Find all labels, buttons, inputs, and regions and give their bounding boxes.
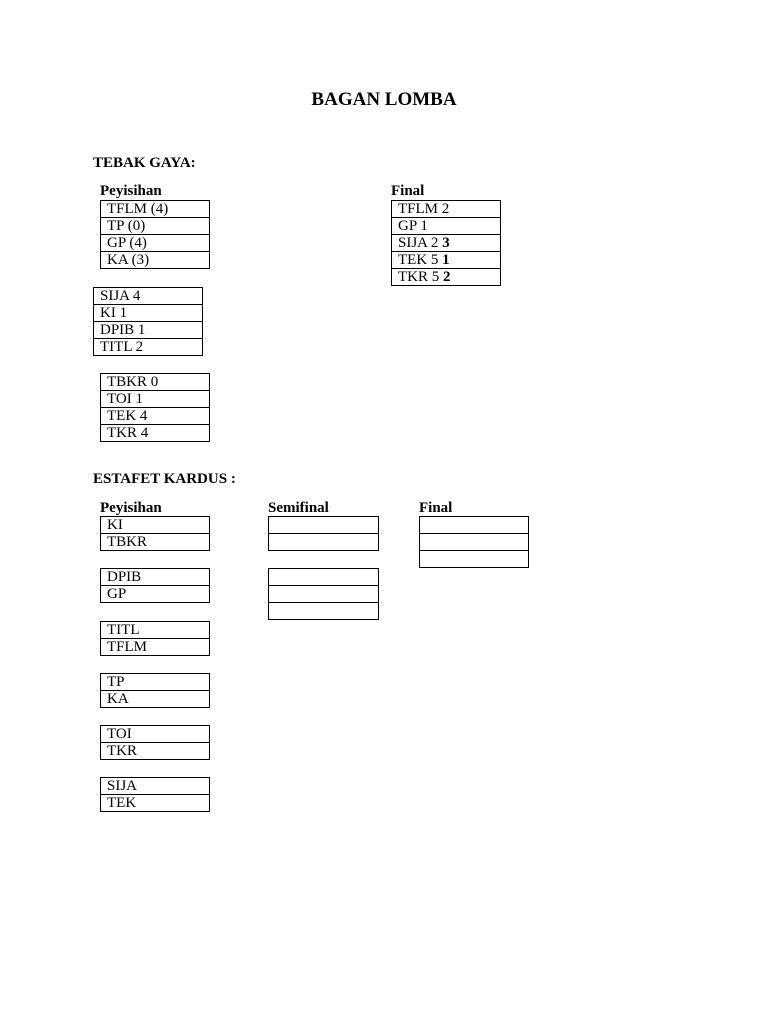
final-extra-score: 2 [443, 269, 451, 285]
team-cell: SIJA [101, 778, 210, 795]
team-cell: TEK [101, 795, 210, 812]
empty-cell [269, 603, 379, 620]
team-cell: TEK 4 [101, 408, 210, 425]
final-team: TEK 5 [398, 252, 439, 268]
estafet-pair-2 [100, 568, 210, 603]
team-cell: TITL [101, 622, 210, 639]
estafet-semifinal-box-2 [268, 568, 379, 620]
empty-cell [269, 534, 379, 551]
estafet-final-box [419, 516, 529, 568]
estafet-semifinal-label: Semifinal [268, 500, 329, 516]
team-cell: TFLM [101, 639, 210, 656]
empty-cell [269, 569, 379, 586]
estafet-final-label: Final [419, 500, 453, 516]
team-cell: GP (4) [101, 235, 210, 252]
final-team: GP 1 [398, 218, 428, 234]
estafet-kardus-heading: ESTAFET KARDUS : [93, 471, 236, 487]
tebak-gaya-preliminary-label: Peyisihan [100, 183, 162, 199]
team-cell: GP [101, 586, 210, 603]
final-team-cell [392, 252, 501, 269]
team-cell: KI [101, 517, 210, 534]
tebak-gaya-final [391, 200, 501, 286]
final-team: TFLM 2 [398, 201, 450, 217]
team-cell: TFLM (4) [101, 201, 210, 218]
team-cell: KA (3) [101, 252, 210, 269]
team-cell: KI 1 [94, 305, 203, 322]
team-cell: TP [101, 674, 210, 691]
final-team: TKR 5 [398, 269, 440, 285]
team-cell: TP (0) [101, 218, 210, 235]
team-cell: TOI [101, 726, 210, 743]
estafet-pair-4 [100, 673, 210, 708]
empty-cell [420, 551, 529, 568]
final-team-cell [392, 201, 501, 218]
empty-cell [269, 586, 379, 603]
tebak-gaya-group-1 [100, 200, 210, 269]
final-extra-score: 1 [442, 252, 450, 268]
team-cell: DPIB [101, 569, 210, 586]
team-cell: TKR [101, 743, 210, 760]
tebak-gaya-final-label: Final [391, 183, 425, 199]
empty-cell [420, 534, 529, 551]
estafet-preliminary-label: Peyisihan [100, 500, 162, 516]
final-team-cell [392, 269, 501, 286]
estafet-pair-3 [100, 621, 210, 656]
team-cell: SIJA 4 [94, 288, 203, 305]
final-team: SIJA 2 [398, 235, 439, 251]
team-cell: TBKR [101, 534, 210, 551]
empty-cell [420, 517, 529, 534]
estafet-pair-6 [100, 777, 210, 812]
page-title: BAGAN LOMBA [311, 89, 457, 110]
team-cell: DPIB 1 [94, 322, 203, 339]
team-cell: TKR 4 [101, 425, 210, 442]
estafet-semifinal-box-1 [268, 516, 379, 551]
team-cell: TITL 2 [94, 339, 203, 356]
tebak-gaya-heading: TEBAK GAYA: [93, 155, 196, 171]
final-team-cell [392, 218, 501, 235]
tebak-gaya-group-3 [100, 373, 210, 442]
tebak-gaya-group-2 [93, 287, 203, 356]
team-cell: TBKR 0 [101, 374, 210, 391]
team-cell: KA [101, 691, 210, 708]
final-extra-score: 3 [442, 235, 450, 251]
final-team-cell [392, 235, 501, 252]
team-cell: TOI 1 [101, 391, 210, 408]
empty-cell [269, 517, 379, 534]
estafet-pair-5 [100, 725, 210, 760]
estafet-pair-1 [100, 516, 210, 551]
